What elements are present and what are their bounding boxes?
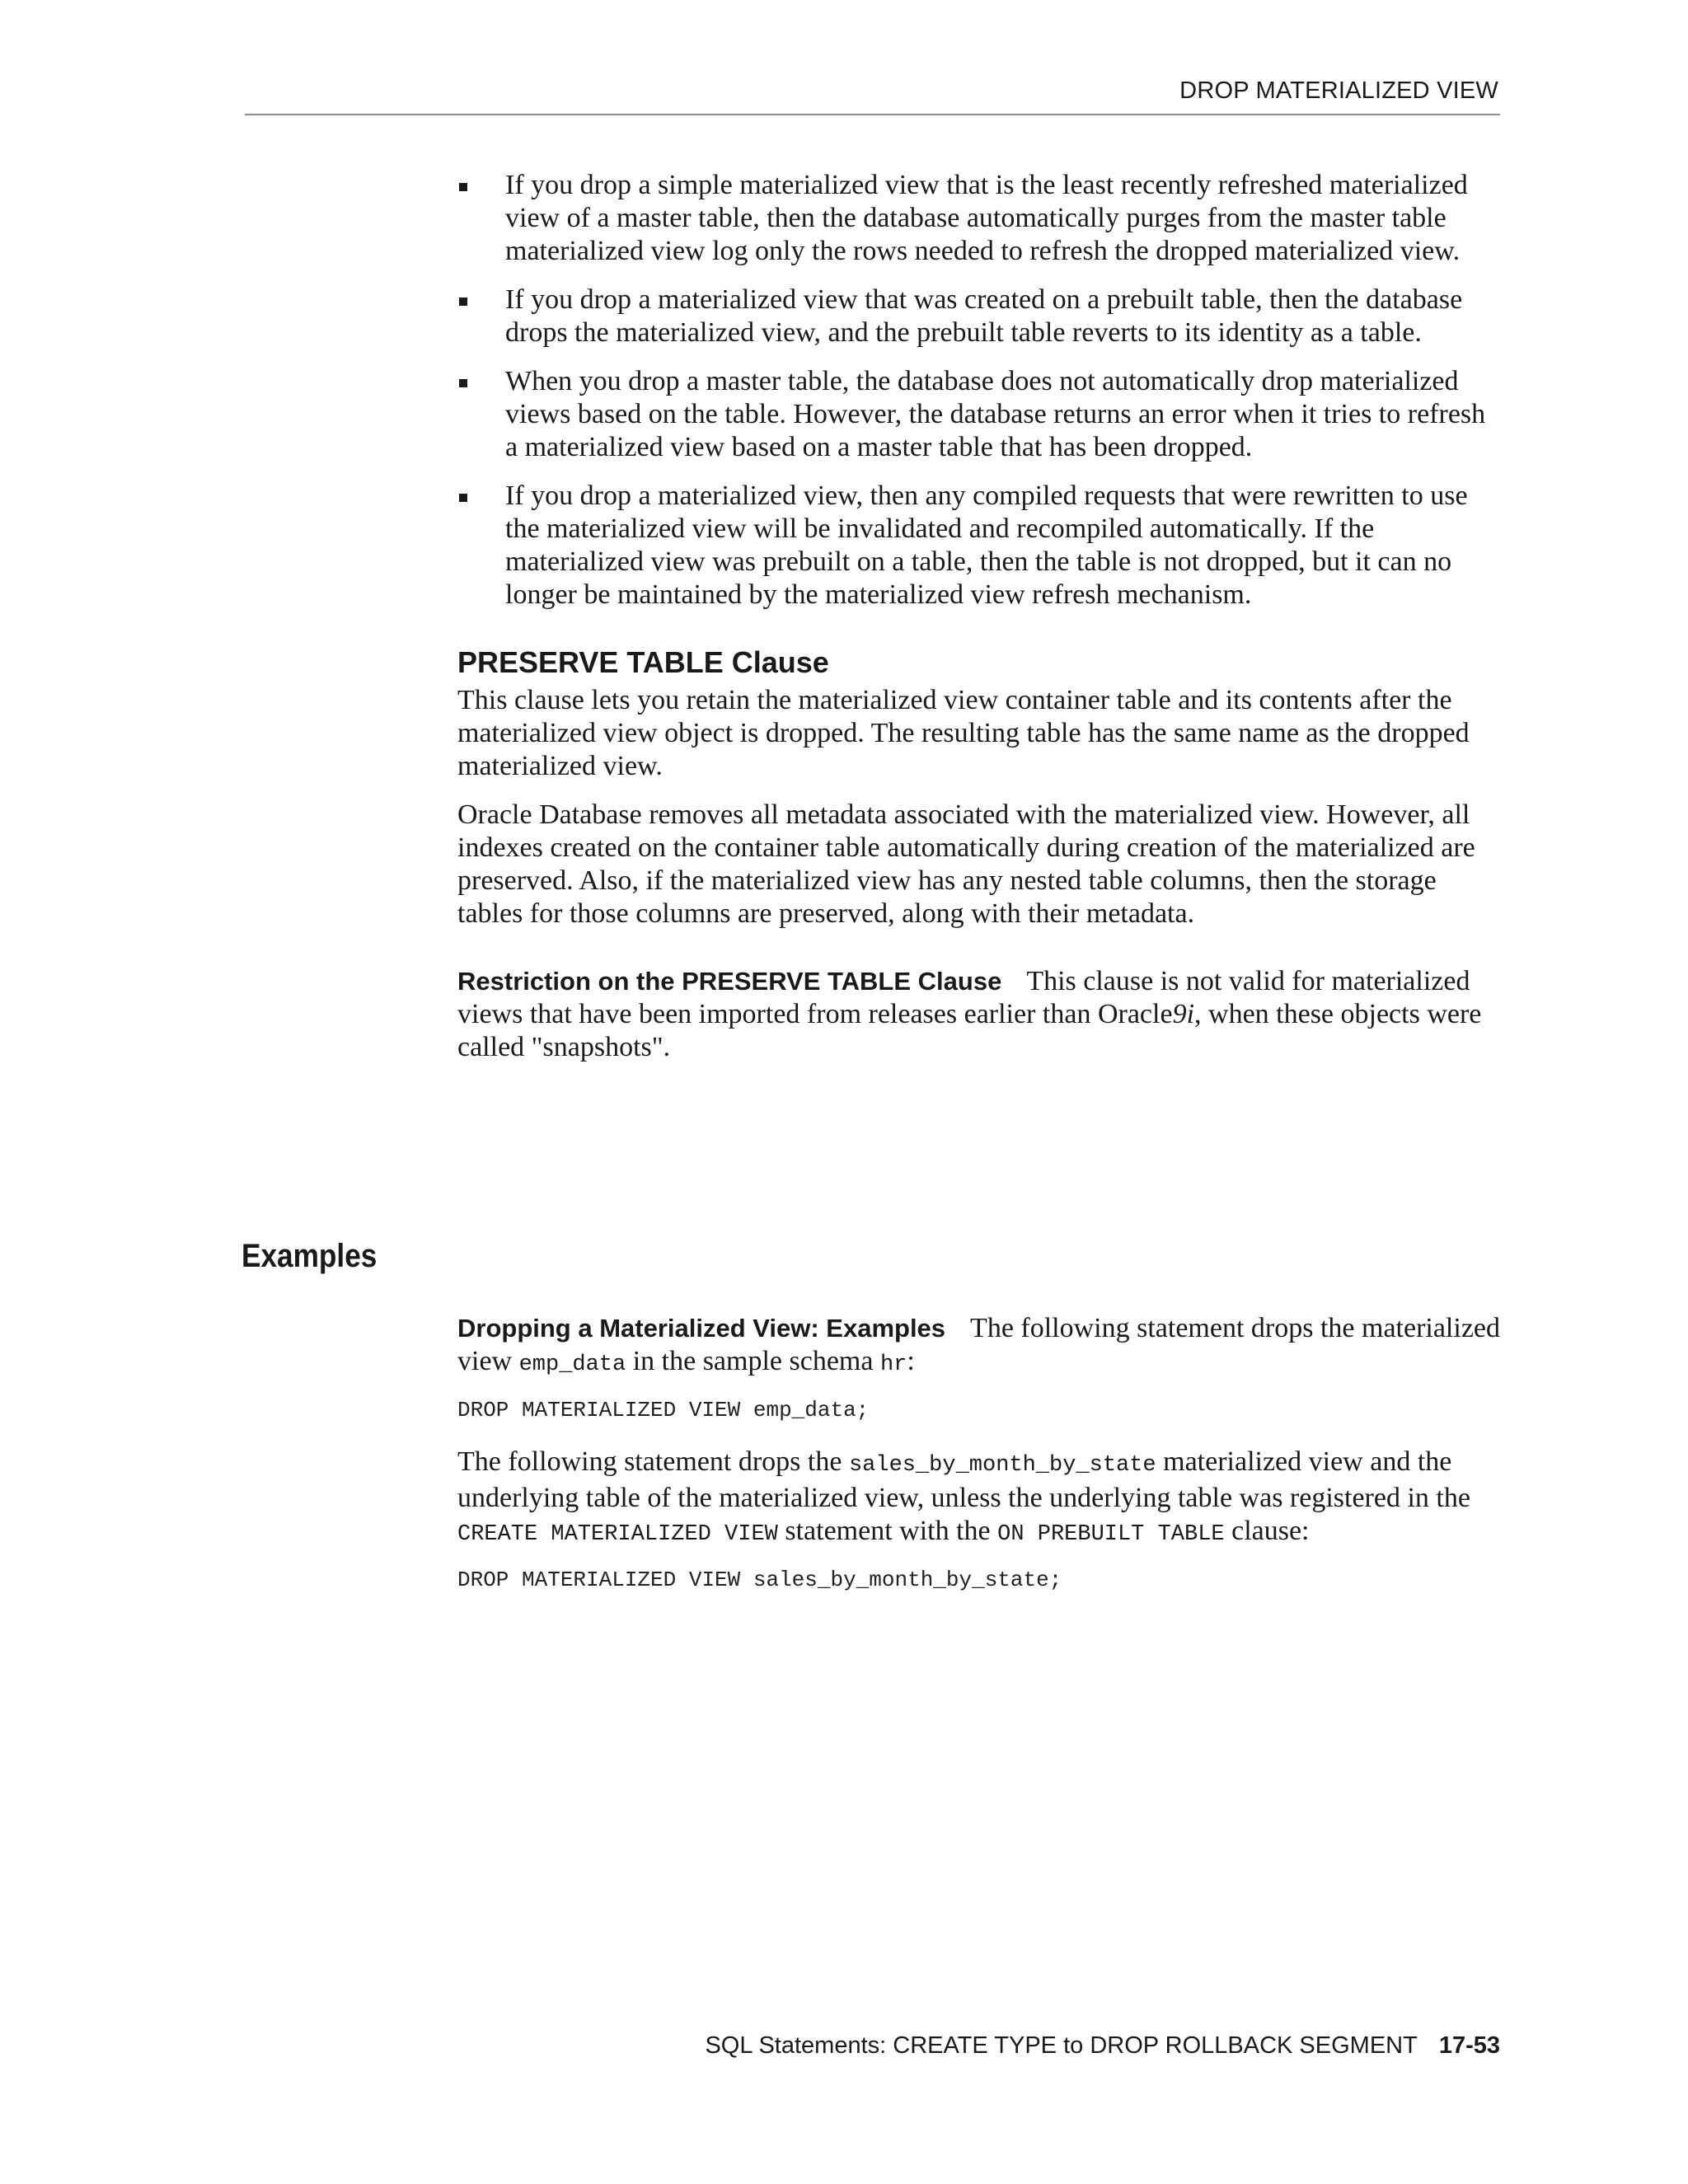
restriction-italic: 9i — [1172, 999, 1195, 1029]
list-item-text: When you drop a master table, the database does not automatically drop materialized views based on the table. However, the database returns an error when it tries to refresh a materialized view based on a master table that has been dropped. — [505, 366, 1486, 462]
restriction-paragraph — [457, 965, 1500, 1064]
page-footer — [705, 2032, 1500, 2060]
inline-code-create-mv: CREATE MATERIALIZED VIEW — [457, 1522, 778, 1547]
example-1-text-2: in the sample schema — [632, 1346, 874, 1376]
footer-title: SQL Statements: CREATE TYPE to DROP ROLLBACK SEGMENT — [705, 2032, 1418, 2059]
list-item-text: If you drop a simple materialized view that is the least recently refreshed materialized view of a master table, then the database automatically purges from the master table materialized view log only the rows needed to refresh the dropped materialized view. — [505, 170, 1468, 266]
example-2-text: The following statement drops the — [457, 1446, 842, 1477]
example-2-text-4: clause: — [1231, 1516, 1310, 1546]
running-head: DROP MATERIALIZED VIEW — [1179, 77, 1498, 104]
inline-code-sales: sales_by_month_by_state — [848, 1453, 1156, 1478]
example-2-text-2: materialized view and the underlying table of the materialized view, unless the underlying table was registered in the — [457, 1446, 1470, 1513]
inline-code-hr: hr — [879, 1352, 907, 1377]
example-1-paragraph — [457, 1312, 1500, 1381]
list-item — [457, 480, 1500, 612]
example-2-text-3: statement with the — [785, 1516, 991, 1546]
example-1-text: The following statement drops the materialized view — [457, 1313, 1501, 1376]
list-item — [457, 284, 1500, 349]
bullet-square-icon — [459, 494, 467, 502]
bullet-square-icon — [459, 379, 467, 387]
bullet-square-icon — [459, 298, 467, 306]
code-block-2: DROP MATERIALIZED VIEW sales_by_month_by_state; — [457, 1568, 1062, 1592]
main-content — [457, 169, 1500, 1080]
restriction-text: This clause is not valid for materialized views that have been imported from releases earlier than Oracle — [457, 966, 1470, 1029]
preserve-table-heading: PRESERVE TABLE Clause — [457, 645, 829, 679]
inline-code-on-prebuilt: ON PREBUILT TABLE — [997, 1522, 1225, 1547]
page-number: 17-53 — [1438, 2032, 1500, 2059]
examples-heading: Examples — [241, 1238, 377, 1274]
restriction-label: Restriction on the PRESERVE TABLE Clause — [457, 967, 1002, 996]
list-item — [457, 365, 1500, 464]
bullet-square-icon — [459, 183, 467, 191]
preserve-paragraph-2: Oracle Database removes all metadata associated with the materialized view. However, all indexes created on the container table automatically during creation of the materialized are preserved. Also, if the materialized view has any nested table columns, then the storage tables for those columns are preserved, along with their metadata. — [457, 799, 1475, 929]
example-2-paragraph — [457, 1446, 1500, 1551]
list-item-text: If you drop a materialized view, then any compiled requests that were rewritten to use the materialized view will be invalidated and recompiled automatically. If the materialized view was prebuilt on a table, then the table is not dropped, but it can no longer be maintained by the materialized view refresh mechanism. — [505, 480, 1468, 610]
inline-code-emp-data: emp_data — [518, 1352, 626, 1377]
examples-content — [457, 1312, 1500, 1615]
list-item — [457, 169, 1500, 268]
example-1-label: Dropping a Materialized View: Examples — [457, 1314, 946, 1343]
example-1-colon: : — [907, 1346, 915, 1376]
list-item-text: If you drop a materialized view that was created on a prebuilt table, then the database drops the materialized view, and the prebuilt table reverts to its identity as a table. — [505, 284, 1463, 348]
page-header — [245, 73, 1500, 115]
code-block-1: DROP MATERIALIZED VIEW emp_data; — [457, 1398, 870, 1422]
restriction-text-end: , when these objects were called "snapshots". — [457, 999, 1482, 1062]
bullet-list — [457, 169, 1500, 612]
preserve-paragraph-1: This clause lets you retain the materialized view container table and its contents after the materialized view object is dropped. The resulting table has the same name as the dropped materialized view. — [457, 685, 1470, 781]
